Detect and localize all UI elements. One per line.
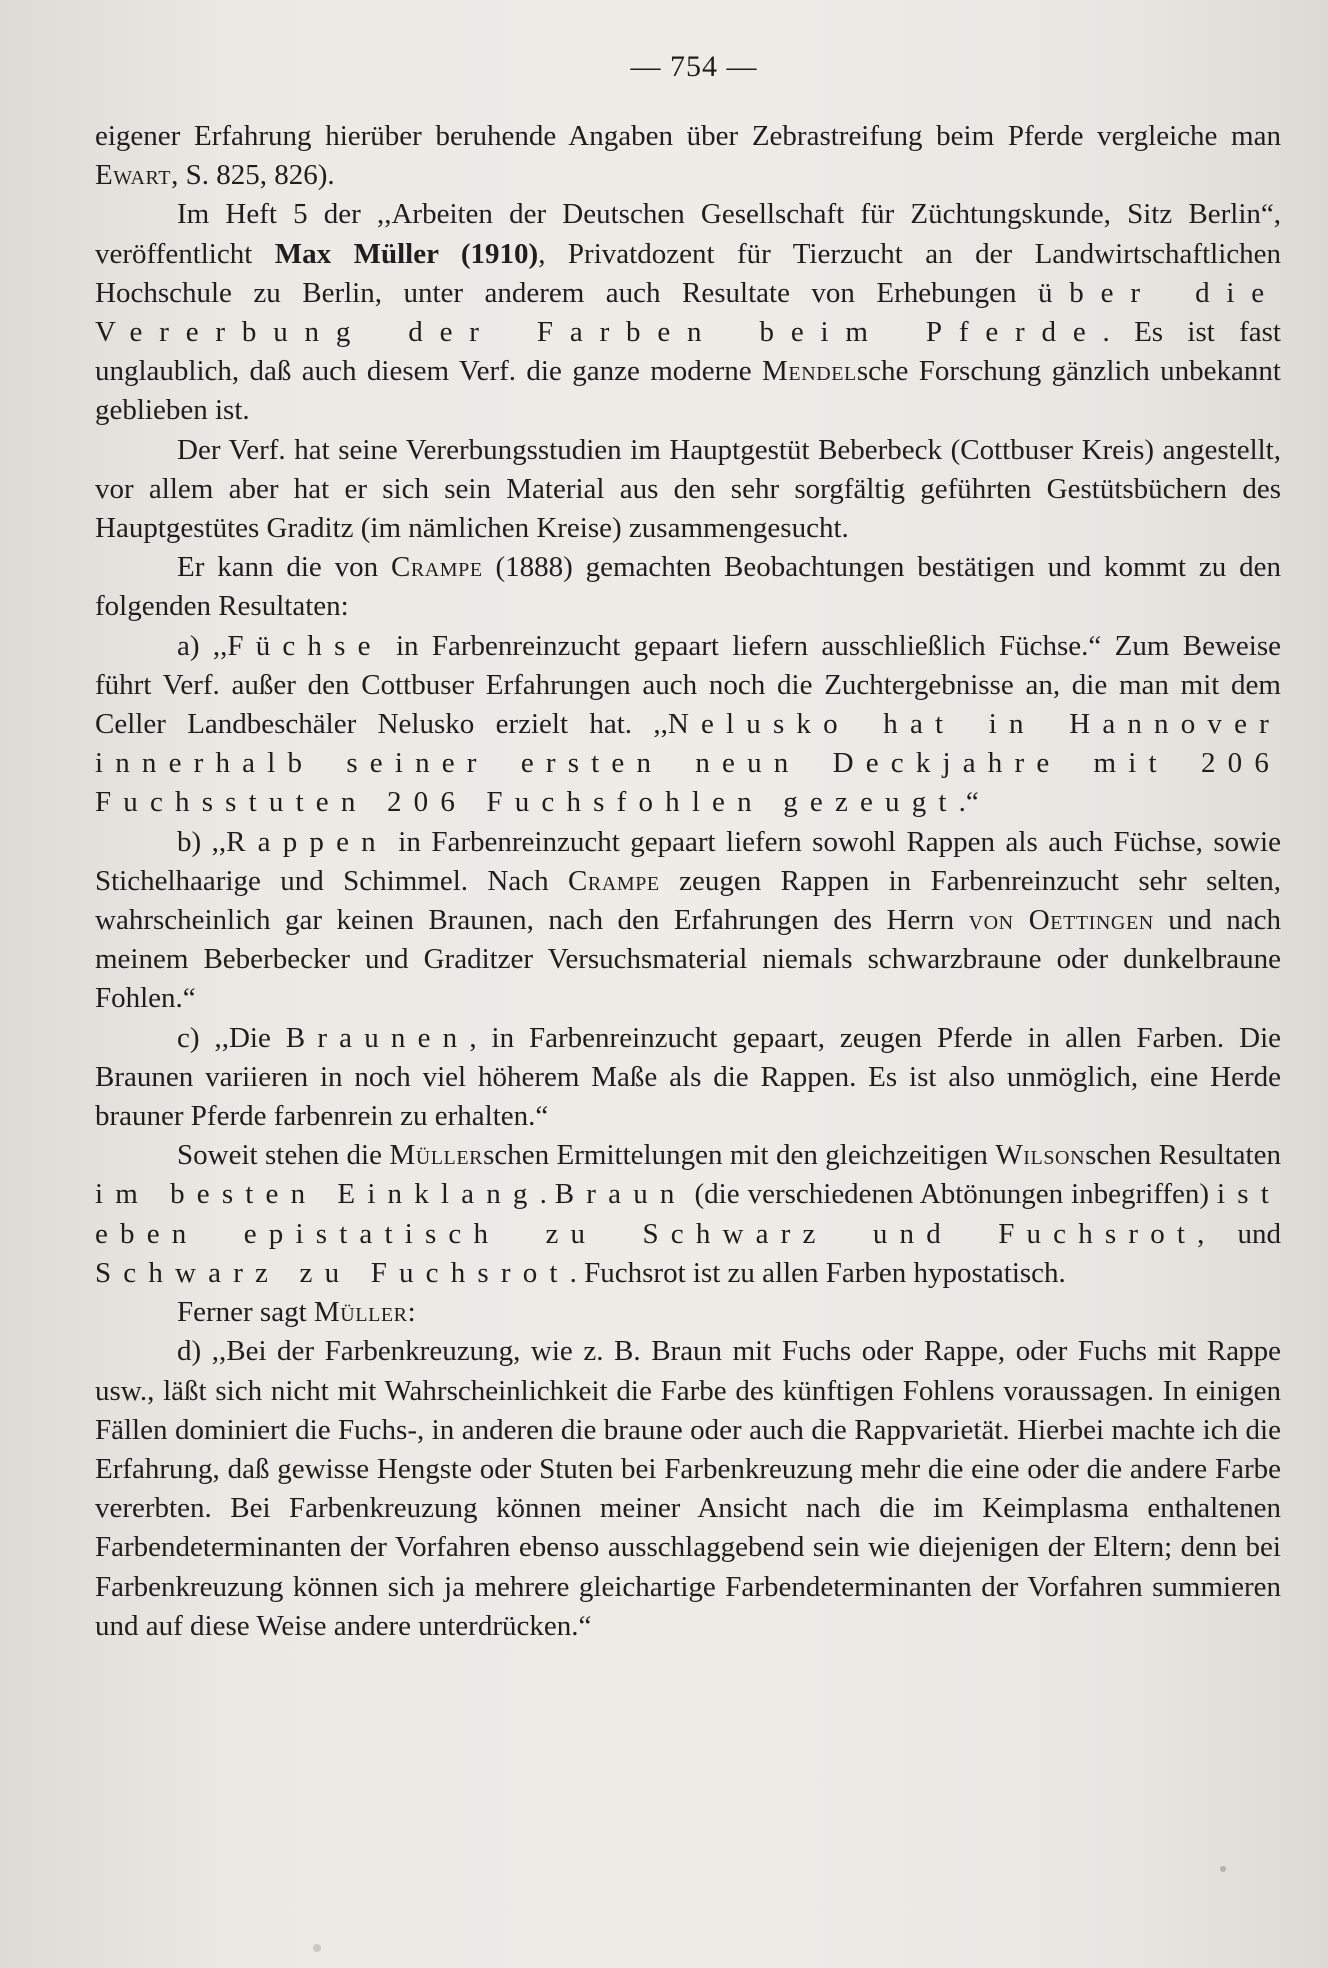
- text-run: sche Forschung gänzlich unbekannt geblieben ist.: [95, 355, 1281, 427]
- text-run: Schwarz zu Fuchsrot: [95, 1256, 570, 1289]
- paragraph: [95, 823, 1281, 1019]
- paragraph: [95, 1293, 1281, 1332]
- paragraph: [95, 117, 1281, 195]
- paragraph: [95, 431, 1281, 549]
- text-run: ist eben epistatisch zu Schwarz und Fuchsrot: [95, 1178, 1281, 1250]
- paragraph: [95, 1332, 1281, 1646]
- text-run: in Farbenreinzucht gepaart liefern ausschließlich Füchse.“ Zum Beweise führt Verf. außer den Cottbuser Erfahrungen auch noch die Zuchtergebnisse an, die man mit dem Celler Landbeschäler Nelusko erzielt hat. ,,: [95, 629, 1281, 741]
- text-run: . Es ist fast unglaublich, daß auch diesem Verf. die ganze moderne: [95, 316, 1281, 388]
- print-speck: [313, 1944, 321, 1952]
- text-run: Er kann die von: [177, 551, 391, 584]
- page-number: — 754 —: [630, 50, 758, 83]
- text-run: c) ,,Die: [177, 1021, 286, 1054]
- text-run: .“: [958, 786, 979, 819]
- text-run: , und: [1197, 1217, 1282, 1250]
- print-speck: [1220, 1866, 1226, 1872]
- text-run: , Privatdozent für Tierzucht an der Landwirtschaftlichen Hochschule zu Berlin, unter anderem auch Resultate von Erhebungen: [95, 237, 1281, 309]
- text-run: Rappen: [226, 825, 388, 858]
- text-run: Nelusko hat in Hannover innerhalb seiner ersten neun Deckjahre mit 206 Fuchsstuten 206 Fuchsfohlen gezeugt: [95, 708, 1281, 819]
- text-run: zeugen Rappen in Farbenreinzucht sehr selten, wahrscheinlich gar keinen Braunen, nach den Erfahrungen des Herrn: [95, 864, 1281, 937]
- text-run: . Fuchsrot ist zu allen Farben hypostatisch.: [569, 1256, 1066, 1289]
- text-run: Wilson: [995, 1139, 1086, 1172]
- text-run: über die Vererbung der Farben beim Pferde: [95, 276, 1281, 349]
- paragraph: [95, 1136, 1281, 1293]
- text-run: im besten Einklang: [95, 1178, 540, 1211]
- text-run: eigener Erfahrung hierüber beruhende Angaben über Zebrastreifung beim Pferde vergleiche man: [95, 120, 1281, 152]
- text-run: Der Verf. hat seine Vererbungsstudien im Hauptgestüt Beberbeck (Cottbuser Kreis) angestellt, vor allem aber hat er sich sein Material aus den sehr sorgfältig geführten Gestütsbüchern des Hauptgestütes Graditz (im nämlichen Kreise) zusammengesucht.: [95, 433, 1281, 545]
- text-run: (die verschiedenen Abtönungen inbegriffen): [686, 1178, 1218, 1211]
- paragraph: [95, 627, 1281, 823]
- text-run: a) ,,: [177, 629, 228, 662]
- text-run: :: [407, 1296, 416, 1329]
- text-run: Braun: [554, 1178, 687, 1211]
- text-run: d) ,,Bei der Farbenkreuzung, wie z. B. Braun mit Fuchs oder Rappe, oder Fuchs mit Rappe usw., läßt sich nicht mit Wahrscheinlichkeit die Farbe des künftigen Fohlens voraussagen. In einigen Fällen dominiert die Fuchs-, in anderen die braune oder auch die Rappvarietät. Hierbei machte ich die Erfahrung, daß gewisse Hengste oder Stuten bei Farbenkreuzung mehr die eine oder die andere Farbe vererbten. Bei Farbenkreuzung können meiner Ansicht nach die im Keimplasma enthaltenen Farbendeterminanten der Vorfahren ebenso ausschlaggebend sein wie diejenigen der Eltern; denn bei Farbenkreuzung können sich ja mehrere gleichartige Farbendeterminanten der Vorfahren summieren und auf diese Weise andere unterdrücken.“: [95, 1335, 1281, 1642]
- body-text: [95, 117, 1281, 1646]
- text-run: Müller: [389, 1139, 484, 1172]
- text-run: Max Müller (1910): [274, 237, 539, 270]
- text-run: von Oettingen: [968, 904, 1154, 937]
- text-run: und nach meinem Beberbecker und Graditzer Versuchsmaterial niemals schwarzbraune oder dunkelbraune Fohlen.“: [95, 904, 1282, 1015]
- text-run: , in Farbenreinzucht gepaart, zeugen Pferde in allen Farben. Die Braunen variieren in noch viel höherem Maße als die Rappen. Es ist also unmöglich, eine Herde brauner Pferde farbenrein zu erhalten.“: [95, 1021, 1281, 1133]
- text-run: Ewart: [95, 159, 172, 192]
- text-run: b) ,,: [177, 825, 227, 858]
- text-run: schen Resultaten: [1085, 1139, 1281, 1172]
- text-run: , S. 825, 826).: [171, 159, 335, 192]
- text-run: Im Heft 5 der ,,Arbeiten der Deutschen Gesellschaft für Züchtungskunde, Sitz Berlin“, veröffentlicht: [95, 198, 1281, 270]
- text-run: Crampe: [568, 864, 660, 897]
- text-run: (1888) gemachten Beobachtungen bestätigen und kommt zu den folgenden Resultaten:: [95, 551, 1281, 623]
- text-run: Mendel: [762, 355, 857, 388]
- text-run: schen Ermittelungen mit den gleichzeitigen: [483, 1139, 996, 1172]
- text-run: Ferner sagt: [177, 1296, 314, 1329]
- text-run: in Farbenreinzucht gepaart liefern sowohl Rappen als auch Füchse, sowie Stichelhaarige und Schimmel. Nach: [95, 825, 1281, 897]
- text-run: Braunen: [285, 1021, 470, 1054]
- text-run: .: [539, 1178, 555, 1211]
- paragraph: [95, 195, 1281, 430]
- text-run: Füchse: [227, 629, 383, 662]
- text-run: Soweit stehen die: [177, 1139, 390, 1172]
- text-run: Müller: [313, 1296, 408, 1329]
- paragraph: [95, 1019, 1281, 1137]
- text-run: Crampe: [390, 551, 483, 584]
- paragraph: [95, 548, 1281, 626]
